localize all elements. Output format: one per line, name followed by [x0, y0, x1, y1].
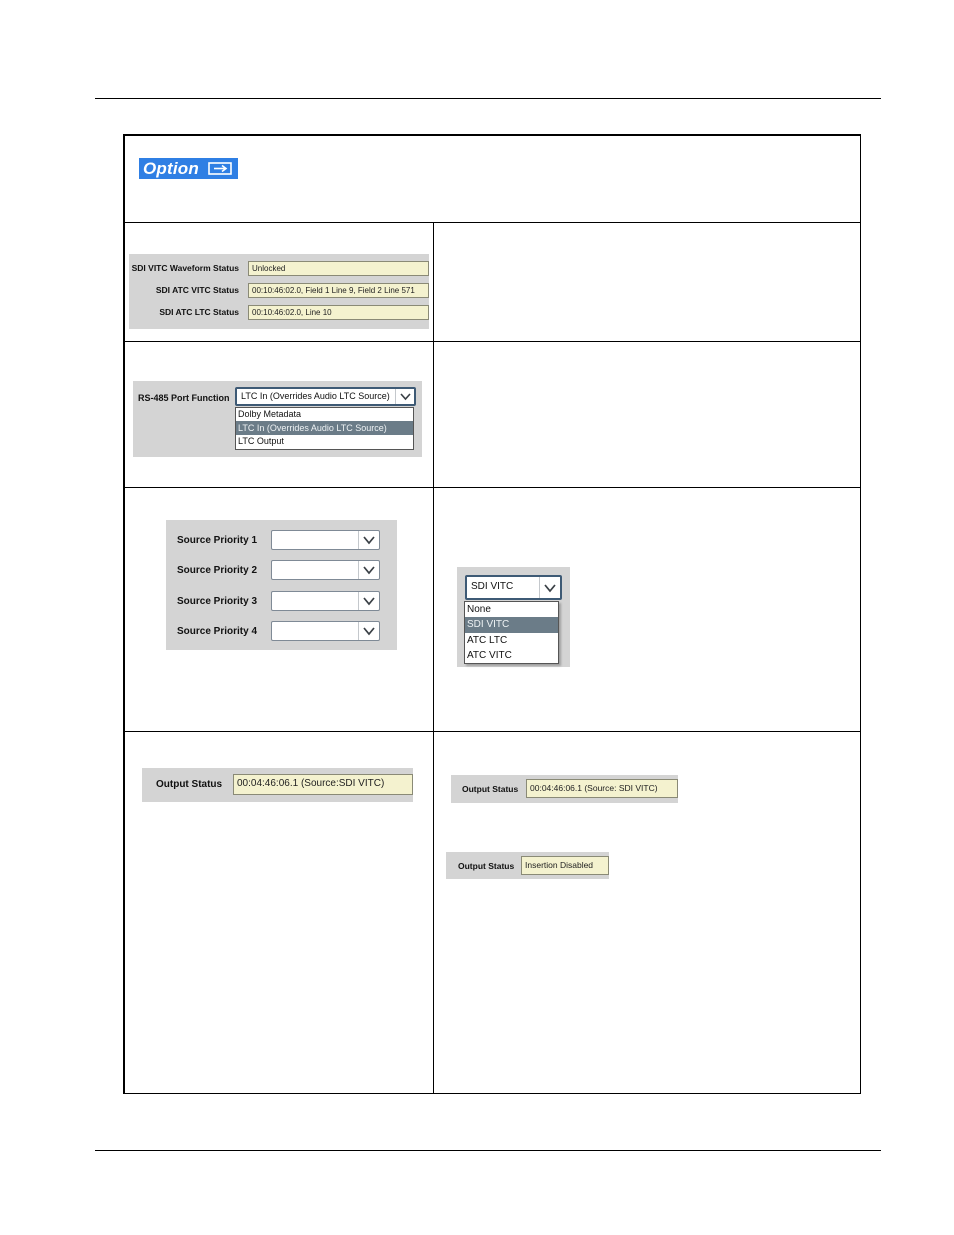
- source-priority-3-select[interactable]: [271, 591, 380, 611]
- dropdown-arrow[interactable]: [358, 561, 379, 579]
- chevron-down-icon: [363, 596, 375, 606]
- option-badge: [139, 158, 238, 179]
- source-priority-2-select[interactable]: [271, 560, 380, 580]
- output-status-panel: [142, 768, 413, 802]
- column-divider: [433, 222, 434, 1093]
- rs485-port-function-label: RS-485 Port Function: [138, 393, 230, 403]
- output-status-example-2-label: Output Status: [458, 861, 515, 871]
- dropdown-arrow[interactable]: [358, 622, 379, 640]
- output-status-example-1-label: Output Status: [462, 784, 519, 794]
- rs485-option-ltc-in[interactable]: LTC In (Overrides Audio LTC Source): [236, 421, 413, 435]
- source-option-none[interactable]: None: [467, 604, 491, 615]
- row-divider: [125, 341, 860, 342]
- source-option-sdi-vitc[interactable]: SDI VITC: [465, 617, 558, 633]
- rs485-option-dolby-metadata[interactable]: Dolby Metadata: [238, 409, 302, 419]
- row-divider: [125, 731, 860, 732]
- atc-ltc-status-field: 00:10:46:02.0, Line 10: [248, 305, 429, 320]
- source-priority-4-label: Source Priority 4: [177, 626, 258, 637]
- source-option-atc-vitc[interactable]: ATC VITC: [467, 650, 512, 661]
- source-priority-1-label: Source Priority 1: [177, 535, 258, 546]
- vitc-waveform-status-label: SDI VITC Waveform Status: [131, 263, 239, 273]
- atc-vitc-status-field: 00:10:46:02.0, Field 1 Line 9, Field 2 Line 571: [248, 283, 429, 298]
- atc-vitc-status-label: SDI ATC VITC Status: [155, 285, 239, 295]
- chevron-down-icon: [363, 565, 375, 575]
- dropdown-arrow[interactable]: [358, 531, 379, 549]
- rs485-port-function-select[interactable]: [235, 387, 416, 406]
- atc-ltc-status-label: SDI ATC LTC Status: [159, 307, 239, 317]
- dropdown-arrow[interactable]: [395, 389, 414, 404]
- output-status-example-2: [446, 852, 609, 879]
- rs485-selected-value: LTC In (Overrides Audio LTC Source): [241, 391, 390, 401]
- chevron-down-icon: [400, 392, 411, 401]
- output-status-field: 00:04:46:06.1 (Source:SDI VITC): [233, 774, 413, 795]
- rs485-option-ltc-output[interactable]: LTC Output: [238, 436, 284, 446]
- header-rule: [95, 98, 881, 99]
- source-selected-value: SDI VITC: [471, 581, 514, 592]
- rs485-panel: [133, 381, 422, 457]
- source-dropdown-example: [457, 567, 570, 667]
- vitc-status-panel: [129, 254, 429, 329]
- chevron-down-icon: [363, 626, 375, 636]
- source-priority-1-select[interactable]: [271, 530, 380, 550]
- source-priority-3-label: Source Priority 3: [177, 596, 258, 607]
- source-priority-4-select[interactable]: [271, 621, 380, 641]
- arrow-box-icon: [208, 162, 234, 175]
- source-select[interactable]: [465, 575, 562, 600]
- chevron-down-icon: [544, 583, 556, 593]
- output-status-label: Output Status: [156, 779, 223, 790]
- source-priority-2-label: Source Priority 2: [177, 565, 258, 576]
- footer-rule: [95, 1150, 881, 1151]
- source-option-atc-ltc[interactable]: ATC LTC: [467, 635, 508, 646]
- dropdown-arrow[interactable]: [539, 577, 560, 598]
- option-table: [123, 134, 861, 1094]
- source-priority-panel: [166, 520, 397, 650]
- row-divider: [125, 487, 860, 488]
- rs485-option-list: [235, 407, 414, 450]
- output-status-example-1: [451, 775, 678, 803]
- output-status-example-2-field: Insertion Disabled: [521, 856, 609, 875]
- dropdown-arrow[interactable]: [358, 592, 379, 610]
- vitc-waveform-status-field: Unlocked: [248, 261, 429, 276]
- chevron-down-icon: [363, 535, 375, 545]
- option-badge-label: Option: [143, 159, 199, 178]
- output-status-example-1-field: 00:04:46:06.1 (Source: SDI VITC): [526, 779, 678, 798]
- source-option-list: [464, 601, 559, 664]
- row-divider: [125, 222, 860, 223]
